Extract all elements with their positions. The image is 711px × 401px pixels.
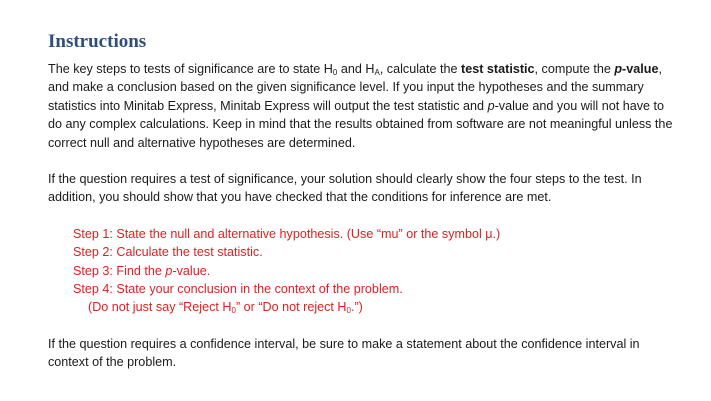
page-title: Instructions: [48, 31, 147, 52]
step-2: Step 2: Calculate the test statistic.: [73, 245, 263, 260]
test-significance-paragraph: If the question requires a test of significance, your solution should clearly show the four steps to the test. In addition, you should show that you have checked that the conditions for inference are met.: [48, 172, 642, 205]
text-run: .”): [350, 300, 363, 315]
text-run: -value and you will not have to do any complex calculations. Keep in mind that the results obtained from software are not meaningful unless the correct null and alternative hypotheses are determined.: [48, 98, 673, 150]
subscript: A: [374, 68, 380, 77]
text-run: Step 3: Find the: [73, 263, 166, 278]
confidence-interval-paragraph: If the question requires a confidence interval, be sure to make a statement about the confidence interval in context of the problem.: [48, 336, 640, 370]
text-run: -value.: [172, 263, 211, 278]
subscript: 0: [346, 306, 351, 316]
step-1: Step 1: State the null and alternative hypothesis. (Use “mu” or the symbol μ.): [73, 226, 501, 241]
step-4-note: [73, 298, 678, 316]
text-run: and H: [337, 62, 375, 76]
step-4: Step 4: State your conclusion in the context of the problem.: [73, 282, 403, 297]
step-3: [73, 262, 678, 280]
italic-p: p: [487, 98, 495, 113]
text-run: -value: [622, 62, 659, 76]
text-run: , calculate the: [379, 62, 462, 76]
text-run: , compute the: [534, 62, 615, 76]
text-run: ” or “Do not reject H: [235, 300, 347, 315]
intro-paragraph: [48, 60, 678, 152]
italic-p: p: [165, 263, 173, 278]
bold-term-p-value: [614, 62, 658, 76]
subscript: 0: [231, 306, 236, 316]
text-run: The key steps to tests of significance are to state H: [48, 62, 333, 76]
text-run: (Do not just say “Reject H: [88, 300, 232, 315]
italic-p: p: [614, 62, 623, 76]
bold-term-test-statistic: test statistic: [461, 62, 535, 76]
steps-list: [73, 225, 678, 317]
subscript: 0: [332, 68, 338, 77]
text-run: , and make a conclusion based on the given significance level. If you input the hypotheses and the summary statistics into Minitab Express, Minitab Express will output the test statistic and: [48, 62, 662, 113]
instructions-document: [48, 30, 678, 372]
